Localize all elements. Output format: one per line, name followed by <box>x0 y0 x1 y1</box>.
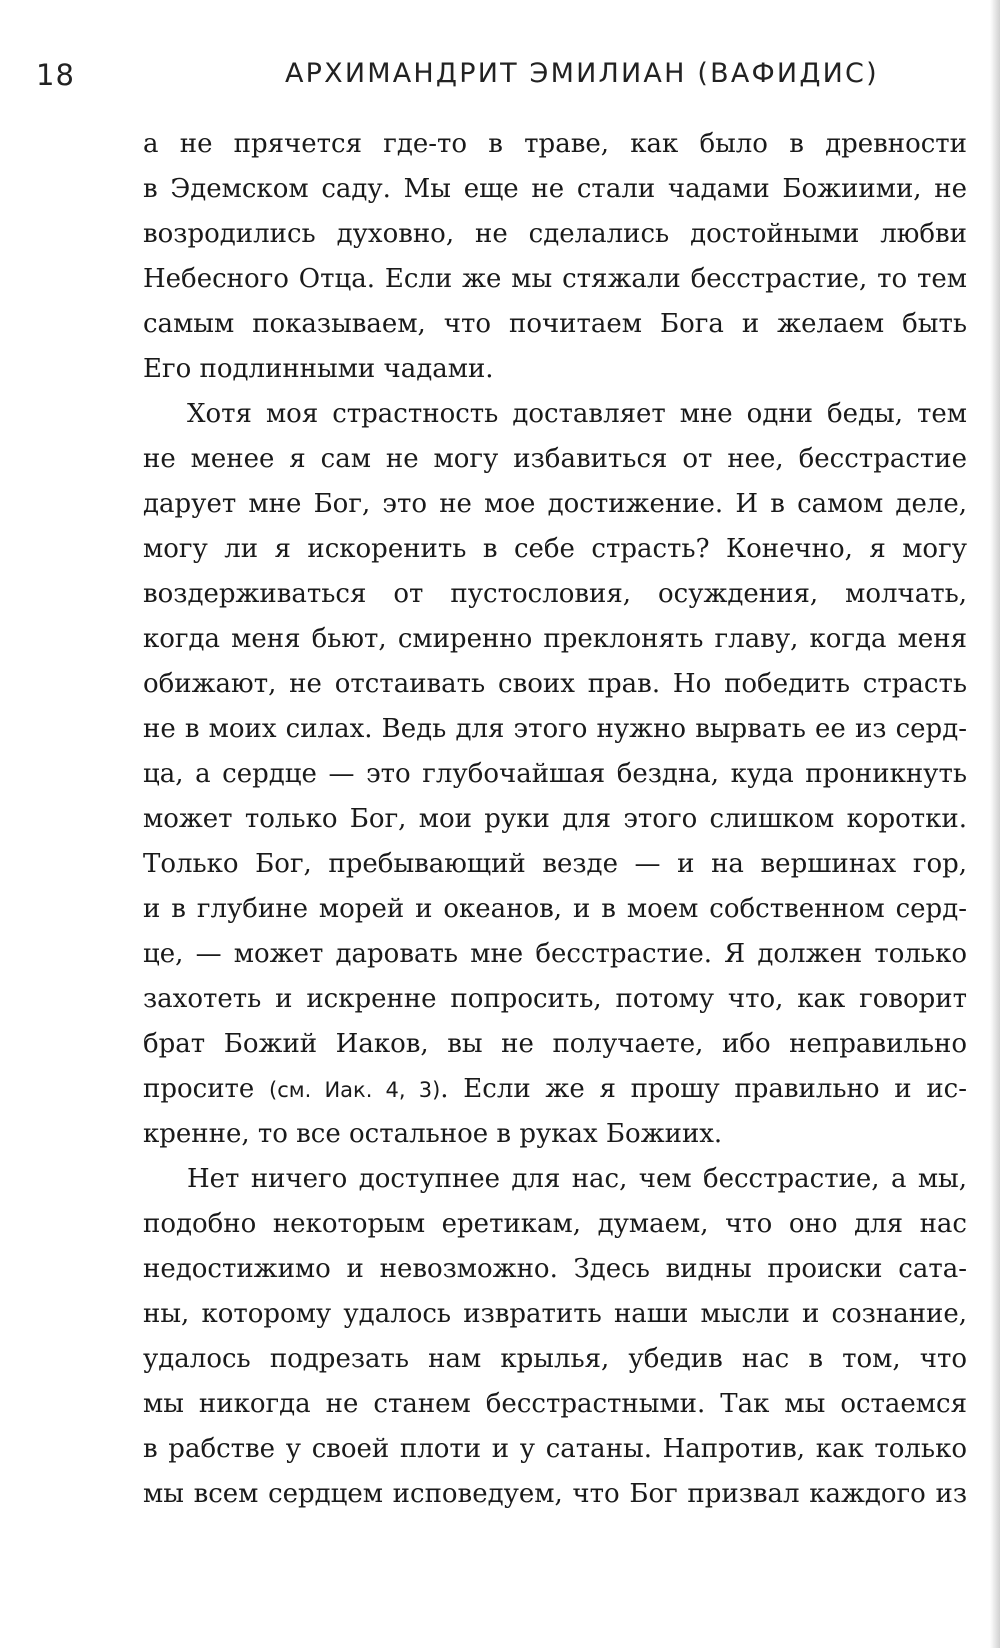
text-line: Хотя моя страстность доставляет мне одни беды, тем <box>187 399 967 429</box>
text-line: брат Божий Иаков, вы не получаете, ибо неправильно <box>143 1029 967 1059</box>
page-header <box>0 58 1000 98</box>
text-line: це, — может даровать мне бесстрастие. Я должен только <box>143 939 967 969</box>
text-line: обижают, не отстаивать своих прав. Но победить страсть <box>143 669 967 699</box>
page-number: 18 <box>36 58 75 92</box>
text-line: мы никогда не станем бесстрастными. Так мы остаемся <box>143 1389 967 1419</box>
text-line: возродились духовно, не сделались достойными любви <box>143 219 967 249</box>
text-line: в Эдемском саду. Мы еще не стали чадами Божиими, не <box>143 174 967 204</box>
body-text <box>143 122 967 1517</box>
text-line: и в глубине морей и океанов, и в моем собственном серд- <box>143 894 967 924</box>
text-line-with-citation <box>143 1067 967 1112</box>
text-line: Только Бог, пребывающий везде — и на вершинах гор, <box>143 849 967 879</box>
text-line: не менее я сам не могу избавиться от нее, бесстрастие <box>143 444 967 474</box>
text-line: а не прячется где-то в траве, как было в древности <box>143 129 967 159</box>
text-line: кренне, то все остальное в руках Божиих. <box>143 1119 723 1149</box>
text-line: дарует мне Бог, это не мое достижение. И в самом деле, <box>143 489 967 519</box>
text-segment: . Если же я прошу правильно и ис- <box>440 1074 968 1104</box>
text-line: ца, а сердце — это глубочайшая бездна, куда проникнуть <box>143 759 967 789</box>
scripture-citation: (см. Иак. 4, 3) <box>269 1078 441 1102</box>
text-line: воздерживаться от пустословия, осуждения, молчать, <box>143 579 967 609</box>
text-line: мы всем сердцем исповедуем, что Бог призвал каждого из <box>143 1479 967 1509</box>
text-line: Его подлинными чадами. <box>143 354 494 384</box>
text-line: может только Бог, мои руки для этого слишком коротки. <box>143 804 967 834</box>
text-line: недостижимо и невозможно. Здесь видны происки сата- <box>143 1254 967 1284</box>
page-edge-shadow <box>990 0 1000 1648</box>
text-line: в рабстве у своей плоти и у сатаны. Напротив, как только <box>143 1434 967 1464</box>
text-line: не в моих силах. Ведь для этого нужно вырвать ее из серд- <box>143 714 967 744</box>
text-segment: просите <box>143 1074 255 1104</box>
text-line: могу ли я искоренить в себе страсть? Конечно, я могу <box>143 534 967 564</box>
running-title: АРХИМАНДРИТ ЭМИЛИАН (ВАФИДИС) <box>285 58 879 89</box>
text-line: захотеть и искренне попросить, потому что, как говорит <box>143 984 967 1014</box>
text-line: Нет ничего доступнее для нас, чем бесстрастие, а мы, <box>187 1164 967 1194</box>
text-line: удалось подрезать нам крылья, убедив нас в том, что <box>143 1344 967 1374</box>
text-line: ны, которому удалось извратить наши мысли и сознание, <box>143 1299 967 1329</box>
text-line: подобно некоторым еретикам, думаем, что оно для нас <box>143 1209 967 1239</box>
text-line: самым показываем, что почитаем Бога и желаем быть <box>143 309 967 339</box>
text-line: Небесного Отца. Если же мы стяжали бесстрастие, то тем <box>143 264 967 294</box>
text-line: когда меня бьют, смиренно преклонять главу, когда меня <box>143 624 967 654</box>
